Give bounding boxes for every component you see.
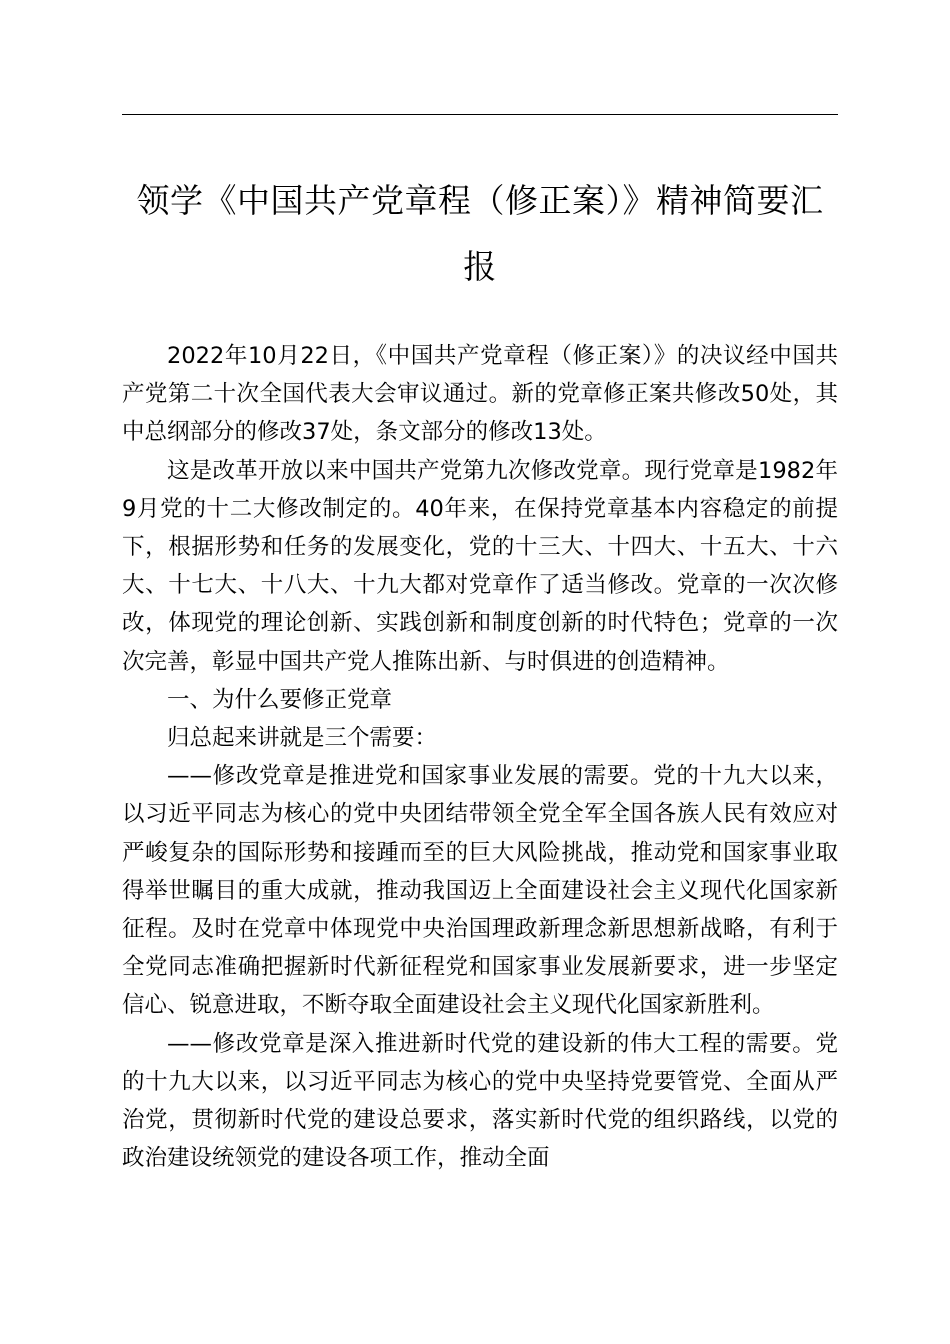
document-body [122,337,838,1177]
top-divider-line [122,114,838,115]
paragraph-intro: 2022年10月22日，《中国共产党章程（修正案）》的决议经中国共产党第二十次全国代表大会审议通过。新的党章修正案共修改50处，其中总纲部分的修改37处，条文部分的修改13处。 [122,343,838,446]
document-title: 领学《中国共产党章程（修正案）》精神简要汇报 [136,181,824,286]
section-heading: 一、为什么要修正党章 [167,686,393,713]
paragraph-summary: 归总起来讲就是三个需要： [167,725,438,752]
paragraph-need-one: ——修改党章是推进党和国家事业发展的需要。党的十九大以来，以习近平同志为核心的党中央团结带领全党全军全国各族人民有效应对严峻复杂的国际形势和接踵而至的巨大风险挑战，推动党和国家事业取得举世瞩目的重大成就，推动我国迈上全面建设社会主义现代化国家新征程。及时在党章中体现党中央治国理政新理念新思想新战略，有利于全党同志准确把握新时代新征程党和国家事业发展新要求，进一步坚定信心、锐意进取，不断夺取全面建设社会主义现代化国家新胜利。 [122,763,838,1019]
paragraph-need-two: ——修改党章是深入推进新时代党的建设新的伟大工程的需要。党的十九大以来，以习近平同志为核心的党中央坚持党要管党、全面从严治党，贯彻新时代党的建设总要求，落实新时代党的组织路线，以党的政治建设统领党的建设各项工作，推动全面 [122,1030,838,1172]
paragraph-history: 这是改革开放以来中国共产党第九次修改党章。现行党章是1982年9月党的十二大修改制定的。40年来，在保持党章基本内容稳定的前提下，根据形势和任务的发展变化，党的十三大、十四大、十五大、十六大、十七大、十八大、十九大都对党章作了适当修改。党章的一次次修改，体现党的理论创新、实践创新和制度创新的时代特色；党章的一次次完善，彰显中国共产党人推陈出新、与时俱进的创造精神。 [122,457,838,675]
